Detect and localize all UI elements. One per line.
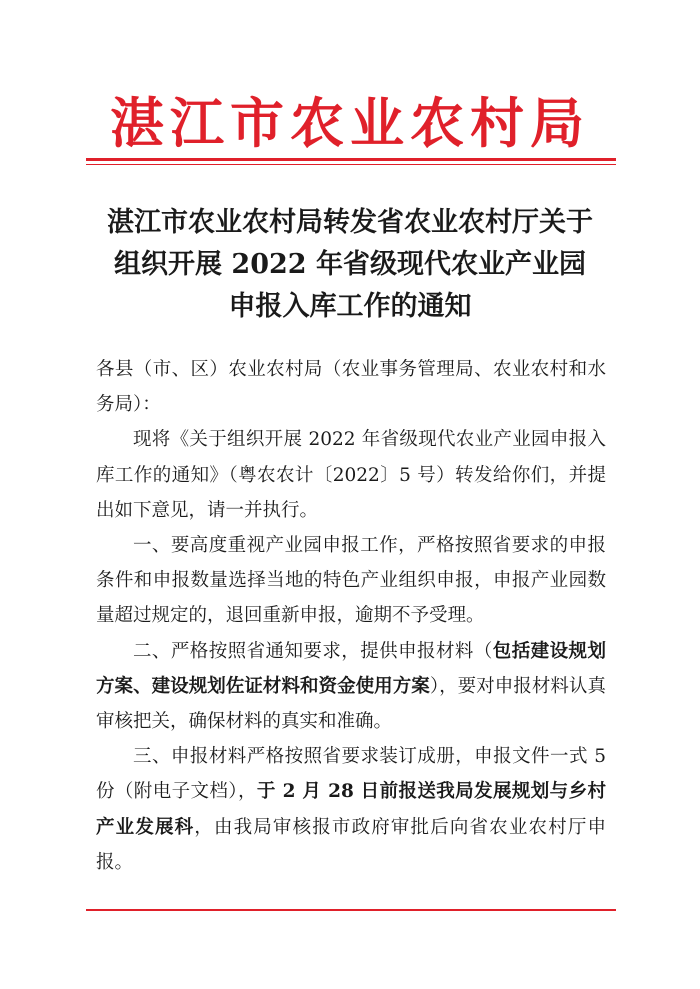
title-line-3: 申报入库工作的通知 <box>228 291 472 322</box>
item-1-paragraph: 一、要高度重视产业园申报工作，严格按照省要求的申报条件和申报数量选择当地的特色产业组织申报，申报产业园数量超过规定的，退回重新申报，逾期不予受理。 <box>96 535 606 627</box>
footer-rule <box>86 909 616 911</box>
item-2-bold-text: 包括建设规划方案、建设规划佐证材料和资金使用方案 <box>96 640 606 697</box>
item-3-bold-text: 于 2 月 28 日前报送我局发展规划与乡村产业发展科 <box>96 781 606 838</box>
document-title <box>60 202 640 328</box>
item-2-text-c: ），要对申报材料认真审核把关，确保材料的真实和准确。 <box>96 675 606 733</box>
header-rule-thin <box>86 164 616 165</box>
salutation-paragraph: 各县（市、区）农业农村局（农业事务管理局、农业农村和水务局）： <box>96 359 606 416</box>
header-rule-thick <box>86 158 616 161</box>
title-line-1: 湛江市农业农村局转发省农业农村厅关于 <box>107 207 593 238</box>
title-line-2: 组织开展 2022 年省级现代农业产业园 <box>114 249 586 280</box>
item-2-paragraph <box>96 634 606 740</box>
document-body <box>96 352 606 880</box>
item-3-text-c: ，由我局审核报市政府审批后向省农业农村厅申报。 <box>96 816 606 873</box>
intro-paragraph: 现将《关于组织开展 2022 年省级现代农业产业园申报入库工作的通知》（粤农农计〔2022〕5 号）转发给你们，并提出如下意见，请一并执行。 <box>96 429 606 521</box>
item-2-text-a: 二、严格按照省通知要求，提供申报材料（ <box>133 640 493 662</box>
org-header-title: 湛江市农业农村局 <box>110 91 590 155</box>
item-3-paragraph <box>96 739 606 880</box>
item-3-text-a: 三、申报材料严格按照省要求装订成册，申报文件一式 5 份（附电子文档）， <box>96 746 606 803</box>
